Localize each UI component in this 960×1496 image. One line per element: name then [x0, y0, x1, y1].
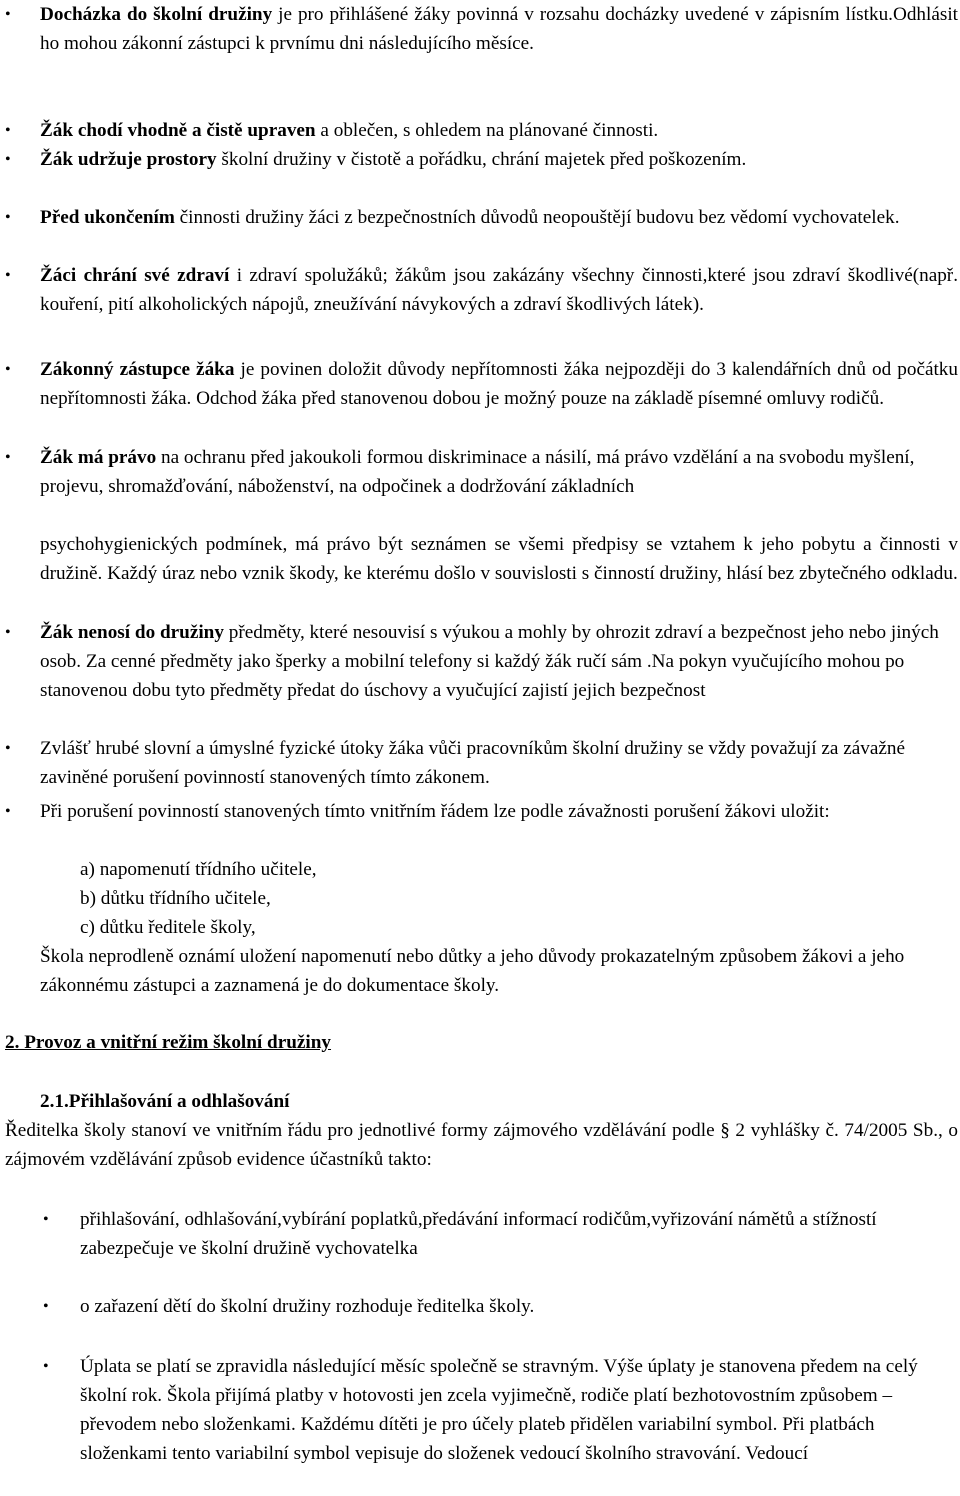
sanction-item: c) důtku ředitele školy, — [80, 917, 256, 938]
list-item — [40, 797, 958, 826]
bullet-icon: • — [5, 361, 11, 378]
section-heading: 2. Provoz a vnitřní režim školní družiny — [5, 1032, 332, 1053]
sanctions-note: Škola neprodleně oznámí uložení napomenutí nebo důtky a jeho důvody prokazatelným způsobem žákovi a jeho zákonnému zástupci a zaznamená je do dokumentace školy. — [40, 946, 905, 996]
intro-paragraph: Ředitelka školy stanoví ve vnitřním řádu pro jednotlivé formy zájmového vzdělávání podle § 2 vyhlášky č. 74/2005 Sb., o zájmovém vzdělávání způsob evidence účastníků takto: — [5, 1120, 958, 1170]
item-text: je povinen doložit důvody nepřítomnosti žáka nejpozději do 3 kalendářních dnů od počátku nepřítomnosti žáka. Odchod žáka před stanovenou dobou je možný pouze na základě písemné omluvy rodičů. — [40, 359, 958, 409]
item-text: na ochranu před jakoukoli formou diskriminace a násilí, má právo vzdělání a na svobodu myšlení, projevu, shromažďování, náboženství, na odpočinek a dodržování základních — [40, 447, 915, 497]
bullet-icon: • — [5, 740, 11, 757]
bullet-icon: • — [43, 1211, 49, 1228]
item-bold: Žáci chrání své zdraví — [40, 265, 230, 286]
list-item — [40, 443, 958, 501]
item-text: činnosti družiny žáci z bezpečnostních důvodů neopouštějí budovu bez vědomí vychovatelek. — [174, 207, 900, 228]
item-text: a oblečen, s ohledem na plánované činnosti. — [315, 120, 659, 141]
item-bold: Žák má právo — [40, 447, 157, 468]
list-item: Úplata se platí se zpravidla následující měsíc společně se stravným. Výše úplaty je stanovena předem na celý školní rok. Škola přijímá platby v hotovosti jen zcela vyjimečně, rodiče platí bezhotovostním způsobem – převodem nebo složenkami. Každému dítěti je pro účely plateb přidělen variabilní symbol. Při platbách složenkami tento variabilní symbol vepisuje do složenek vedoucí školního stravování. Vedoucí — [80, 1356, 918, 1464]
bullet-icon: • — [43, 1298, 49, 1315]
bullet-icon: • — [5, 122, 11, 139]
list-item — [40, 203, 958, 232]
item-bold: Zákonný zástupce žáka — [40, 359, 235, 380]
list-item — [40, 261, 958, 319]
item-text: je pro přihlášené žáky povinná v rozsahu docházky uvedené v zápisním lístku.Odhlásit ho mohou zákonní zástupci k prvnímu dni následujícího měsíce. — [40, 4, 958, 54]
item-text: i zdraví spolužáků; žákům jsou zakázány všechny činnosti,které jsou zdraví škodlivé(např. kouření, pití alkoholických nápojů, zneužívání návykových a zdraví škodlivých látek). — [40, 265, 958, 315]
list-item: přihlašování, odhlašování,vybírání poplatků,předávání informací rodičům,vyřizování námětů a stížností zabezpečuje ve školní družině vychovatelka — [80, 1209, 877, 1259]
bullet-icon: • — [5, 151, 11, 168]
bullet-icon: • — [5, 209, 11, 226]
item-bold: Žák nenosí do družiny — [40, 622, 224, 643]
bullet-icon: • — [5, 6, 11, 23]
item-text: předměty, které nesouvisí s výukou a mohly by ohrozit zdraví a bezpečnost jeho nebo jiných osob. Za cenné předměty jako šperky a mobilní telefony si každý žák ručí sám .Na pokyn vyučujícího mohou po stanovenou dobu tyto předměty předat do úschovy a vyučující zajistí jejich bezpečnost — [40, 622, 939, 701]
list-item: o zařazení dětí do školní družiny rozhoduje ředitelka školy. — [80, 1296, 535, 1317]
bullet-icon: • — [5, 624, 11, 641]
item-text: školní družiny v čistotě a pořádku, chrání majetek před poškozením. — [216, 149, 747, 170]
item-bold: Žák chodí vhodně a čistě upraven — [40, 120, 316, 141]
item-bold: Docházka do školní družiny — [40, 4, 273, 25]
list-item — [40, 0, 958, 58]
list-item-continuation: psychohygienických podmínek, má právo být seznámen se všemi předpisy se vztahem k jeho pobytu a činnosti v družině. Každý úraz nebo vznik škody, ke kterému došlo v souvislosti s činností družiny, hlásí bez zbytečného odkladu. — [40, 534, 958, 584]
bullet-icon: • — [5, 267, 11, 284]
item-text: Při porušení povinností stanovených tímto vnitřním řádem lze podle závažnosti porušení žákovi uložit: — [40, 801, 830, 822]
bullet-icon: • — [5, 803, 11, 820]
item-bold: Před ukončením — [40, 207, 175, 228]
subsection-heading: 2.1.Přihlašování a odhlašování — [40, 1091, 290, 1112]
list-item — [40, 618, 958, 705]
list-item — [40, 116, 958, 145]
bullet-icon: • — [5, 449, 11, 466]
list-item — [40, 734, 958, 792]
list-item — [40, 145, 958, 174]
sanction-item: b) důtku třídního učitele, — [80, 888, 271, 909]
list-item — [40, 355, 958, 413]
bullet-icon: • — [43, 1358, 49, 1375]
sanction-item: a) napomenutí třídního učitele, — [80, 859, 317, 880]
item-text: Zvlášť hrubé slovní a úmyslné fyzické útoky žáka vůči pracovníkům školní družiny se vždy považují za závažné zaviněné porušení povinností stanovených tímto zákonem. — [40, 738, 905, 788]
item-bold: Žák udržuje prostory — [40, 149, 217, 170]
